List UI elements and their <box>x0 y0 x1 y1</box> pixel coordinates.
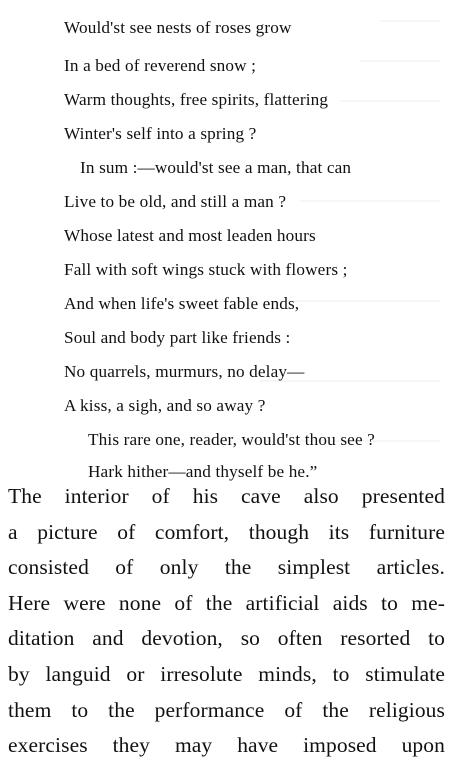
poem-line: This rare one, reader, would'st thou see ? <box>88 430 375 449</box>
prose-line: Here were none of the artificial aids to me- <box>8 590 445 615</box>
prose-paragraph <box>8 479 445 764</box>
poem-line: Live to be old, and still a man ? <box>64 192 287 211</box>
poem-line: Winter's self into a spring ? <box>64 124 257 143</box>
prose-line: by languid or irresolute minds, to stimulate <box>8 661 445 686</box>
poem-line: Fall with soft wings stuck with flowers ; <box>64 260 348 279</box>
poem-line: Whose latest and most leaden hours <box>64 226 316 245</box>
poem-line: Hark hither—and thyself be he.” <box>88 462 318 481</box>
poem-line: Would'st see nests of roses grow <box>64 18 292 37</box>
prose-line: exercises they may have imposed upon <box>8 733 445 758</box>
prose-line: consisted of only the simplest articles. <box>8 555 445 580</box>
poem-line: No quarrels, murmurs, no delay— <box>64 362 305 381</box>
poem-line: In sum :—would'st see a man, that can <box>80 158 352 177</box>
poem-line: Soul and body part like friends : <box>64 328 291 347</box>
prose-line: them to the performance of the religious <box>8 697 445 722</box>
poem-line: In a bed of reverend snow ; <box>64 56 257 75</box>
poem-line: And when life's sweet fable ends, <box>64 294 300 313</box>
poem-line: A kiss, a sigh, and so away ? <box>64 396 266 415</box>
prose-line: a picture of comfort, though its furniture <box>8 519 445 544</box>
prose-line: ditation and devotion, so often resorted to <box>8 626 445 651</box>
prose-line: The interior of his cave also presented <box>8 484 445 508</box>
poem-line: Warm thoughts, free spirits, flattering <box>64 90 329 109</box>
